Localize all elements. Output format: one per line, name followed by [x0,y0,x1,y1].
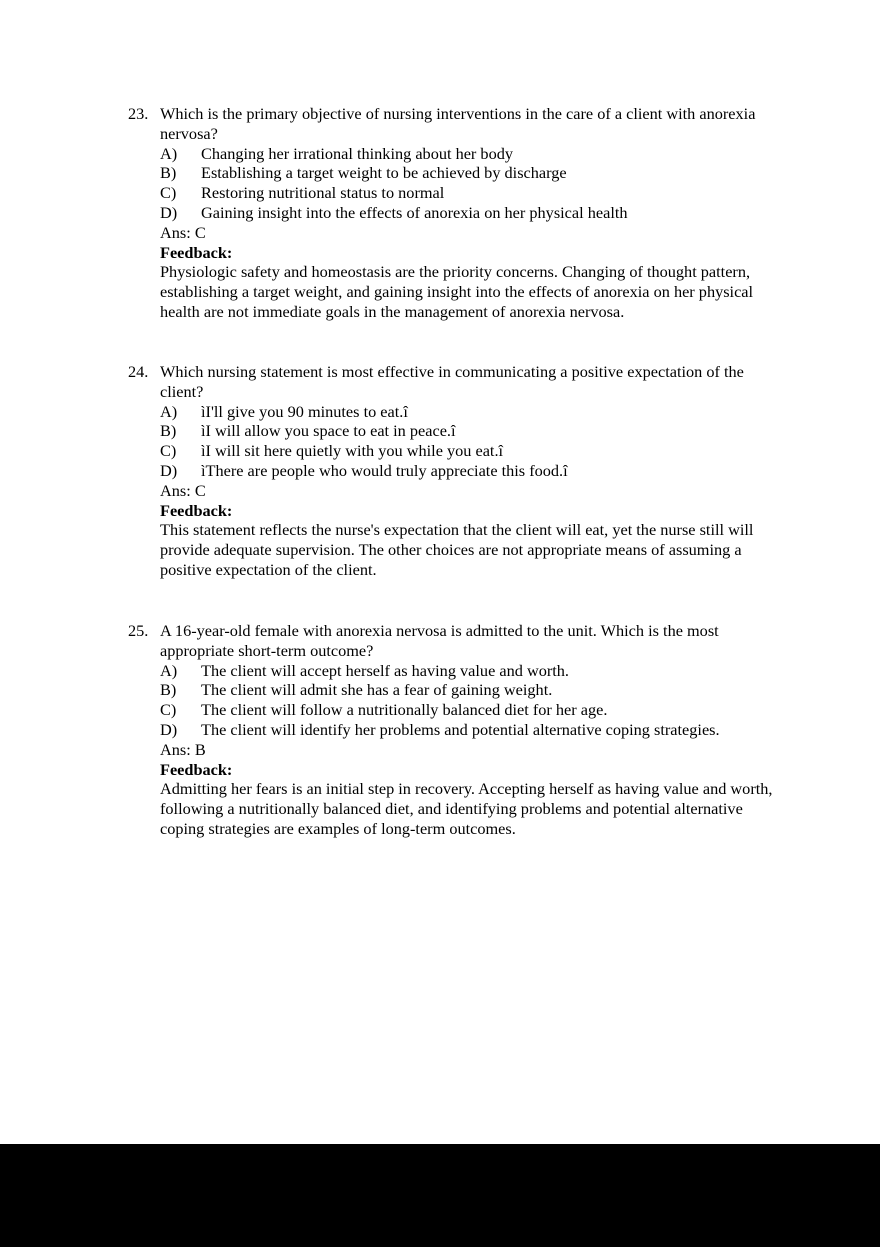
option-text: The client will accept herself as having value and worth. [201,660,569,680]
option-letter: A) [160,401,178,421]
question-text: A 16-year-old female with anorexia nervosa is admitted to the unit. Which is the most appropriate short-term outcome? [160,621,719,660]
option-text: Establishing a target weight to be achieved by discharge [201,163,567,183]
feedback-text: Admitting her fears is an initial step in recovery. Accepting herself as having value and worth, following a nutritionally balanced diet, and identifying problems and potential alternative coping strategies are examples of long-term outcomes. [160,779,773,838]
option-letter: A) [160,143,178,163]
feedback-label: Feedback: [160,759,233,779]
option-text: The client will follow a nutritionally balanced diet for her age. [201,700,608,720]
option-d [160,203,778,223]
feedback-label: Feedback: [160,242,233,262]
option-b [160,680,778,700]
option-text: Changing her irrational thinking about her body [201,143,513,163]
option-a [160,402,778,422]
option-letter: C) [160,183,177,203]
option-c [160,700,778,720]
question-23 [128,104,778,322]
option-letter: A) [160,660,178,680]
answer-key: Ans: C [160,480,206,500]
option-text: The client will identify her problems and potential alternative coping strategies. [201,719,720,739]
question-number: 23. [128,104,149,123]
question-stem [128,621,778,661]
bottom-black-bar [0,1144,880,1247]
feedback-text: Physiologic safety and homeostasis are the priority concerns. Changing of thought pattern, establishing a target weight, and gaining insight into the effects of anorexia on her physical health are not immediate goals in the management of anorexia nervosa. [160,262,754,321]
option-letter: B) [160,421,177,441]
question-25 [128,621,778,839]
answer-key: Ans: C [160,222,206,242]
option-c [160,441,778,461]
option-d [160,720,778,740]
option-text: Restoring nutritional status to normal [201,183,445,203]
option-a [160,661,778,681]
option-letter: B) [160,163,177,183]
option-text: ìThere are people who would truly appreciate this food.î [201,460,568,480]
option-b [160,163,778,183]
option-text: Gaining insight into the effects of anorexia on her physical health [201,202,628,222]
option-b [160,421,778,441]
option-letter: D) [160,719,178,739]
option-text: ìI will sit here quietly with you while you eat.î [201,441,504,461]
option-text: ìI'll give you 90 minutes to eat.î [201,401,408,421]
feedback-label: Feedback: [160,500,233,520]
question-number: 24. [128,362,149,381]
option-d [160,461,778,481]
option-letter: C) [160,700,177,720]
option-letter: D) [160,460,178,480]
option-letter: C) [160,441,177,461]
option-letter: B) [160,680,177,700]
option-text: The client will admit she has a fear of gaining weight. [201,680,553,700]
answer-key: Ans: B [160,739,206,759]
question-number: 25. [128,621,149,640]
question-text: Which nursing statement is most effective in communicating a positive expectation of the client? [160,362,744,401]
option-letter: D) [160,202,178,222]
question-24 [128,362,778,580]
option-text: ìI will allow you space to eat in peace.î [201,421,456,441]
feedback-text: This statement reflects the nurse's expectation that the client will eat, yet the nurse still will provide adequate supervision. The other choices are not appropriate means of assuming a positive expectation of the client. [160,520,754,579]
option-a [160,144,778,164]
question-text: Which is the primary objective of nursing interventions in the care of a client with anorexia nervosa? [160,104,756,143]
question-stem [128,104,778,144]
option-c [160,183,778,203]
question-stem [128,362,778,402]
